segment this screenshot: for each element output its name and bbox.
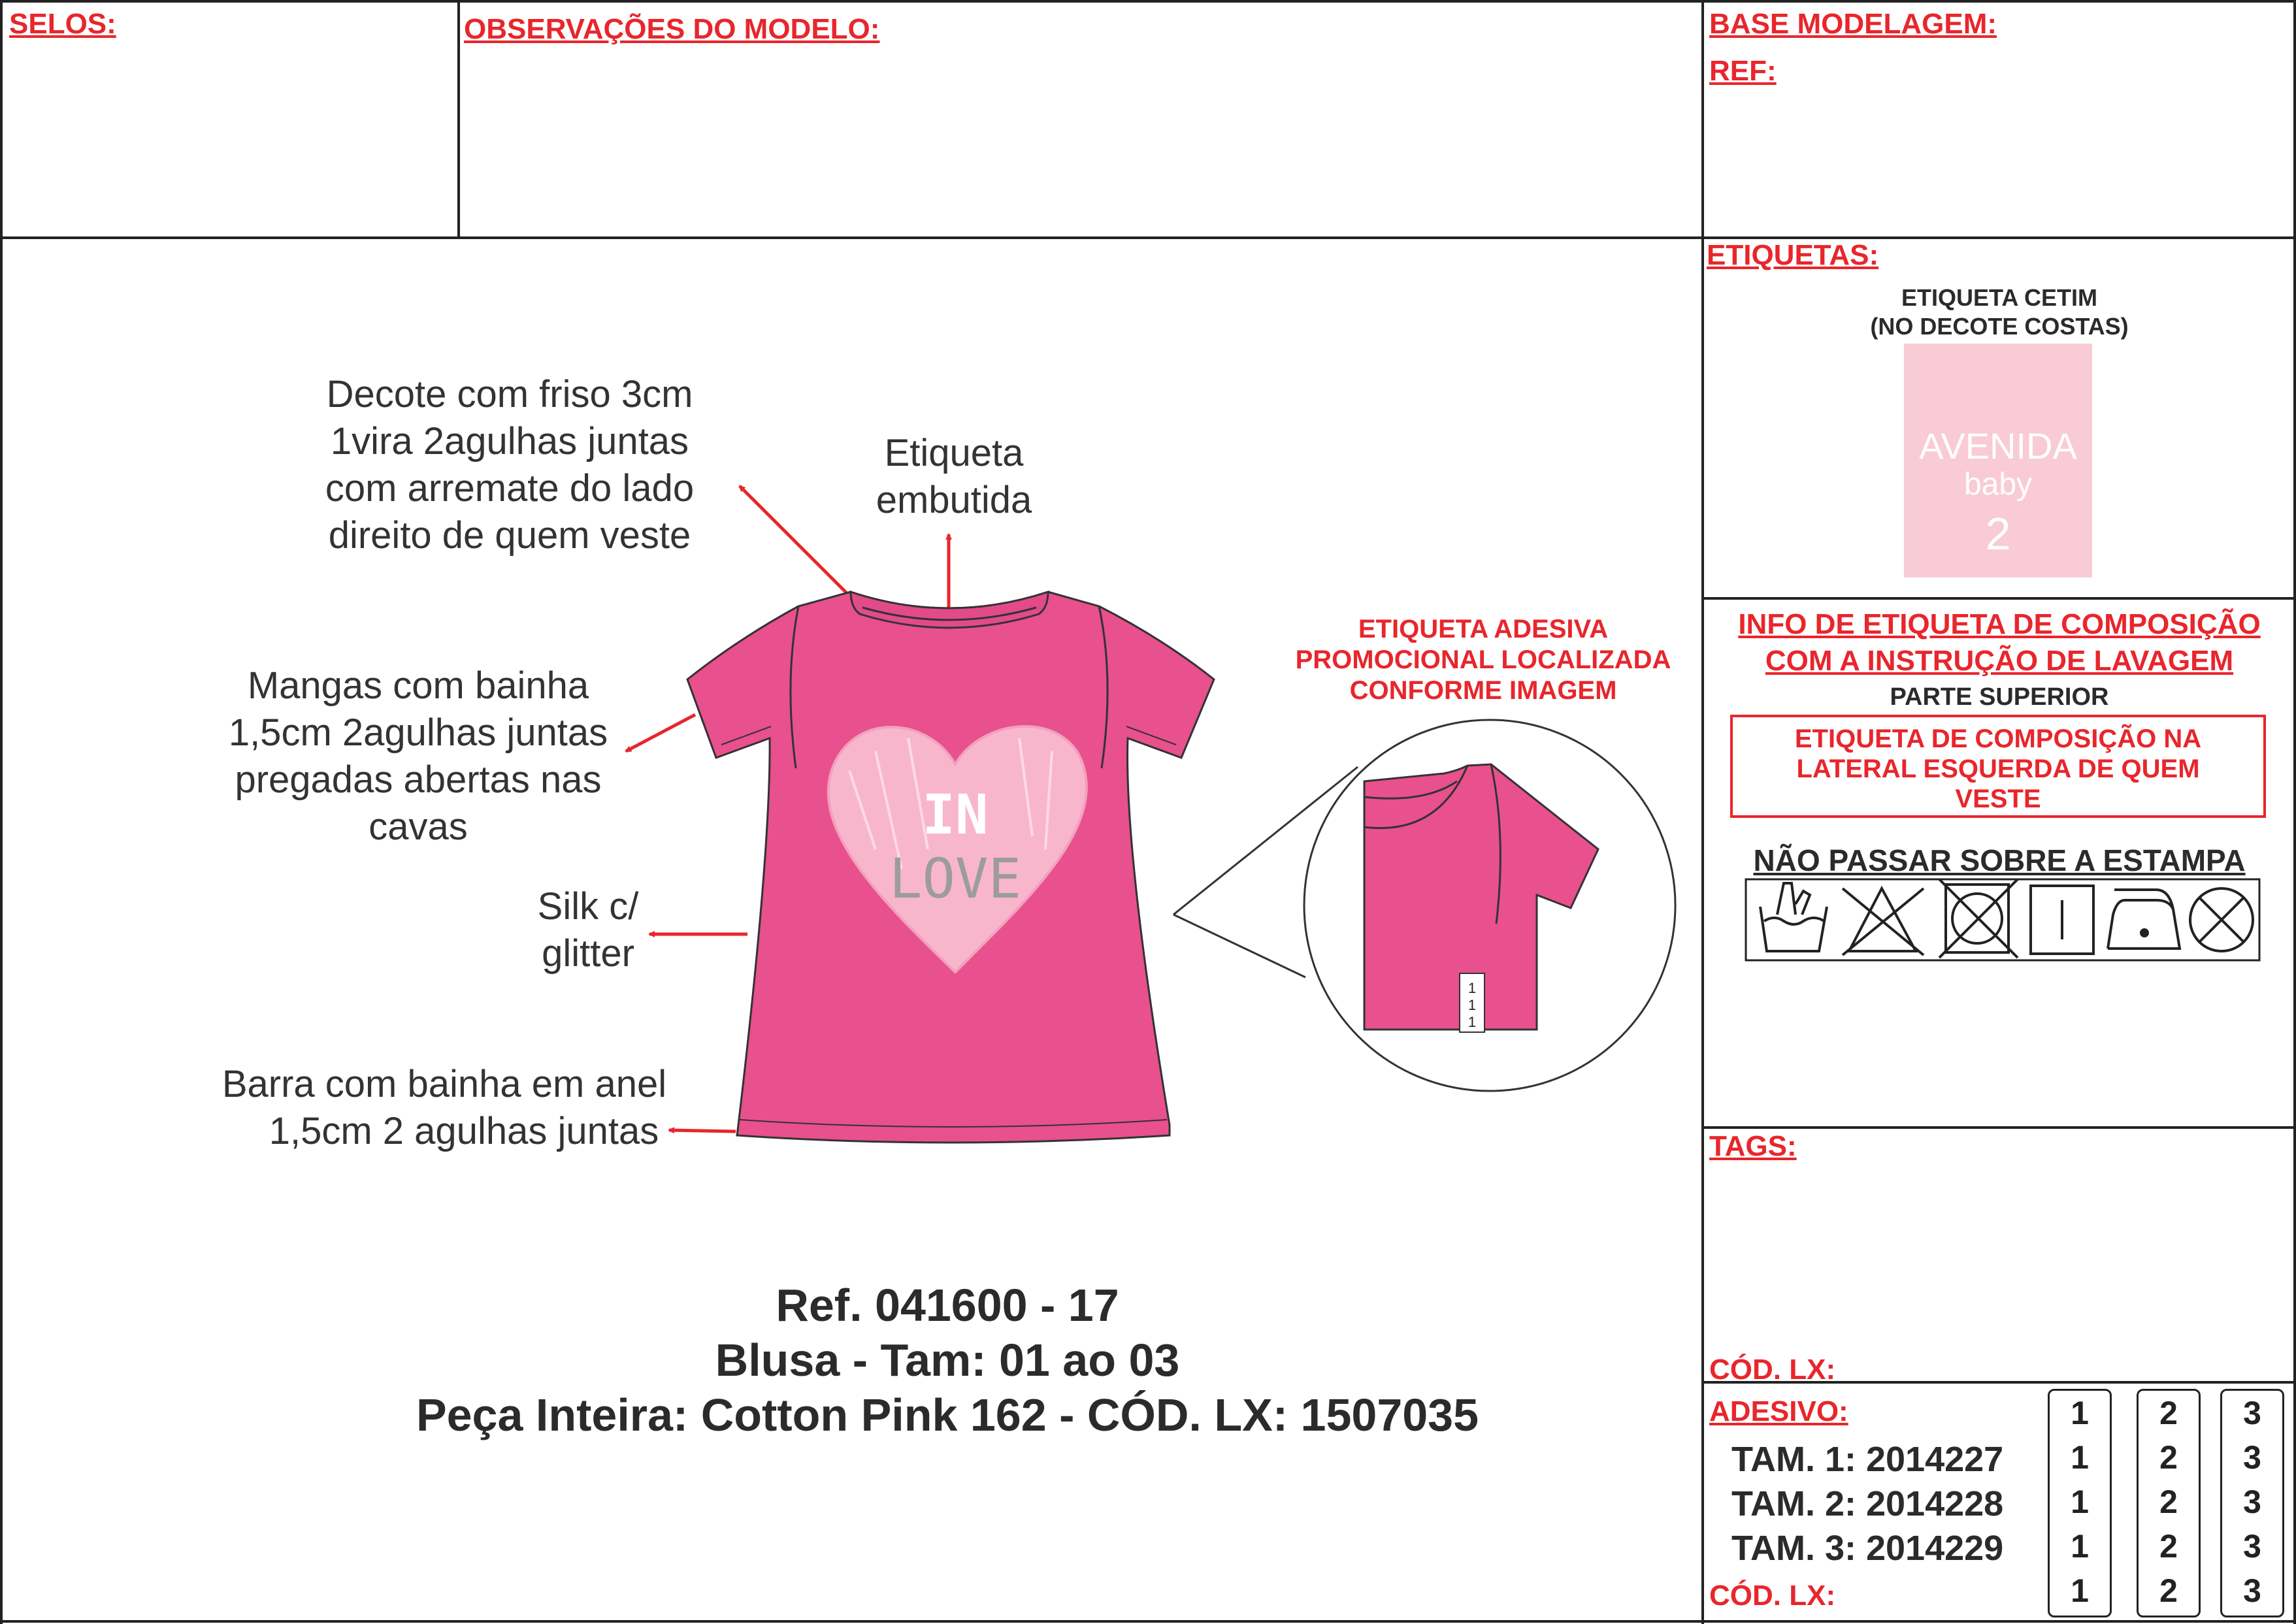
- annotation-line: CONFORME IMAGEM: [1349, 676, 1617, 705]
- composicao-header-line: INFO DE ETIQUETA DE COMPOSIÇÃO: [1738, 608, 2261, 640]
- iron-low-icon: [2108, 890, 2180, 949]
- adesivo-column-2: [2137, 1389, 2201, 1617]
- adesivo-column-3: [2220, 1389, 2284, 1617]
- adesivo-column-1: [2048, 1389, 2112, 1617]
- adesivo-cell: 3: [2243, 1439, 2261, 1476]
- adesivo-label: ADESIVO:: [1709, 1395, 1848, 1427]
- cetim-caption-line: ETIQUETA CETIM: [1901, 284, 2097, 311]
- composicao-box-line: ETIQUETA DE COMPOSIÇÃO NA: [1794, 724, 2202, 753]
- adesivo-cell: 3: [2243, 1572, 2261, 1609]
- observacoes-label: OBSERVAÇÕES DO MODELO:: [464, 13, 880, 45]
- annotation-line: 1,5cm 2agulhas juntas: [228, 711, 608, 754]
- adesivo-cod-lx-label: CÓD. LX:: [1709, 1580, 1836, 1612]
- product-description: Blusa - Tam: 01 ao 03: [715, 1335, 1180, 1386]
- cetim-label-size: 2: [1985, 508, 2011, 559]
- annotation-line: cavas: [369, 805, 468, 848]
- annotation-line: 1vira 2agulhas juntas: [330, 420, 689, 463]
- annotation-line: Barra com bainha em anel: [221, 1063, 667, 1105]
- adesivo-cell: 2: [2159, 1484, 2178, 1520]
- adesivo-cell: 2: [2159, 1528, 2178, 1565]
- no-tumble-dry-icon: [1939, 879, 2018, 958]
- annotation-line: pregadas abertas nas: [235, 758, 602, 801]
- no-bleach-icon: [1843, 888, 1924, 955]
- adesivo-cell: 1: [2071, 1572, 2089, 1609]
- parte-superior-label: PARTE SUPERIOR: [1890, 683, 2109, 711]
- selos-label: SELOS:: [9, 8, 116, 40]
- annotation-line: Mangas com bainha: [247, 664, 589, 707]
- annotation-line: Silk c/: [537, 885, 639, 928]
- annotation-line: embutida: [876, 479, 1032, 521]
- product-ref: Ref. 041600 - 17: [776, 1280, 1119, 1331]
- adesivo-cell: 3: [2243, 1528, 2261, 1565]
- adesivo-cell: 1: [2071, 1439, 2089, 1476]
- annotation-line: glitter: [542, 932, 634, 975]
- hand-wash-icon: [1760, 883, 1827, 951]
- annotation-line: ETIQUETA ADESIVA: [1358, 615, 1609, 643]
- adesivo-cell: 3: [2243, 1484, 2261, 1520]
- cetim-label-sub: baby: [1963, 467, 2033, 502]
- composicao-box-line: LATERAL ESQUERDA DE QUEM: [1796, 755, 2200, 783]
- print-text-in: IN: [922, 783, 989, 847]
- line-dry-icon: [2031, 886, 2093, 954]
- no-dry-clean-icon: [2190, 888, 2253, 951]
- annotation-line: 1,5cm 2 agulhas juntas: [269, 1110, 659, 1152]
- adesivo-cell: 2: [2159, 1572, 2178, 1609]
- composicao-box-line: VESTE: [1955, 785, 2041, 813]
- adesivo-tam-2: TAM. 2: 2014228: [1731, 1484, 2004, 1523]
- product-fabric: Peça Inteira: Cotton Pink 162 - CÓD. LX: 1507035: [416, 1389, 1479, 1440]
- adesivo-cell: 3: [2243, 1395, 2261, 1431]
- adesivo-cell: 2: [2159, 1439, 2178, 1476]
- adesivo-cell: 2: [2159, 1395, 2178, 1431]
- zoom-sticker-digit: 1: [1468, 1014, 1477, 1030]
- adesivo-tam-3: TAM. 3: 2014229: [1731, 1529, 2004, 1568]
- zoom-sticker-digit: 1: [1468, 980, 1477, 996]
- adesivo-tam-1: TAM. 1: 2014227: [1731, 1440, 2004, 1479]
- annotation-line: com arremate do lado: [325, 467, 695, 510]
- cetim-label-brand: AVENIDA: [1919, 425, 2077, 466]
- base-modelagem-label: BASE MODELAGEM:: [1709, 8, 1997, 40]
- ref-label: REF:: [1709, 55, 1777, 87]
- tags-cod-lx-label: CÓD. LX:: [1709, 1354, 1836, 1386]
- composicao-header-line: COM A INSTRUÇÃO DE LAVAGEM: [1765, 645, 2234, 677]
- annotation-line: Etiqueta: [884, 432, 1024, 474]
- adesivo-cell: 1: [2071, 1484, 2089, 1520]
- print-text-love: LOVE: [889, 847, 1022, 911]
- tags-label: TAGS:: [1709, 1130, 1797, 1162]
- adesivo-cell: 1: [2071, 1528, 2089, 1565]
- zoom-sticker-digit: 1: [1468, 997, 1477, 1013]
- annotation-line: Decote com friso 3cm: [326, 373, 693, 415]
- adesivo-cell: 1: [2071, 1395, 2089, 1431]
- annotation-line: direito de quem veste: [328, 514, 691, 557]
- annotation-line: PROMOCIONAL LOCALIZADA: [1295, 645, 1671, 674]
- etiquetas-label: ETIQUETAS:: [1707, 239, 1879, 271]
- nao-passar-warning: NÃO PASSAR SOBRE A ESTAMPA: [1753, 843, 2246, 877]
- adesivo-sizes: [1731, 1437, 2003, 1570]
- cetim-caption-line: (NO DECOTE COSTAS): [1870, 313, 2129, 340]
